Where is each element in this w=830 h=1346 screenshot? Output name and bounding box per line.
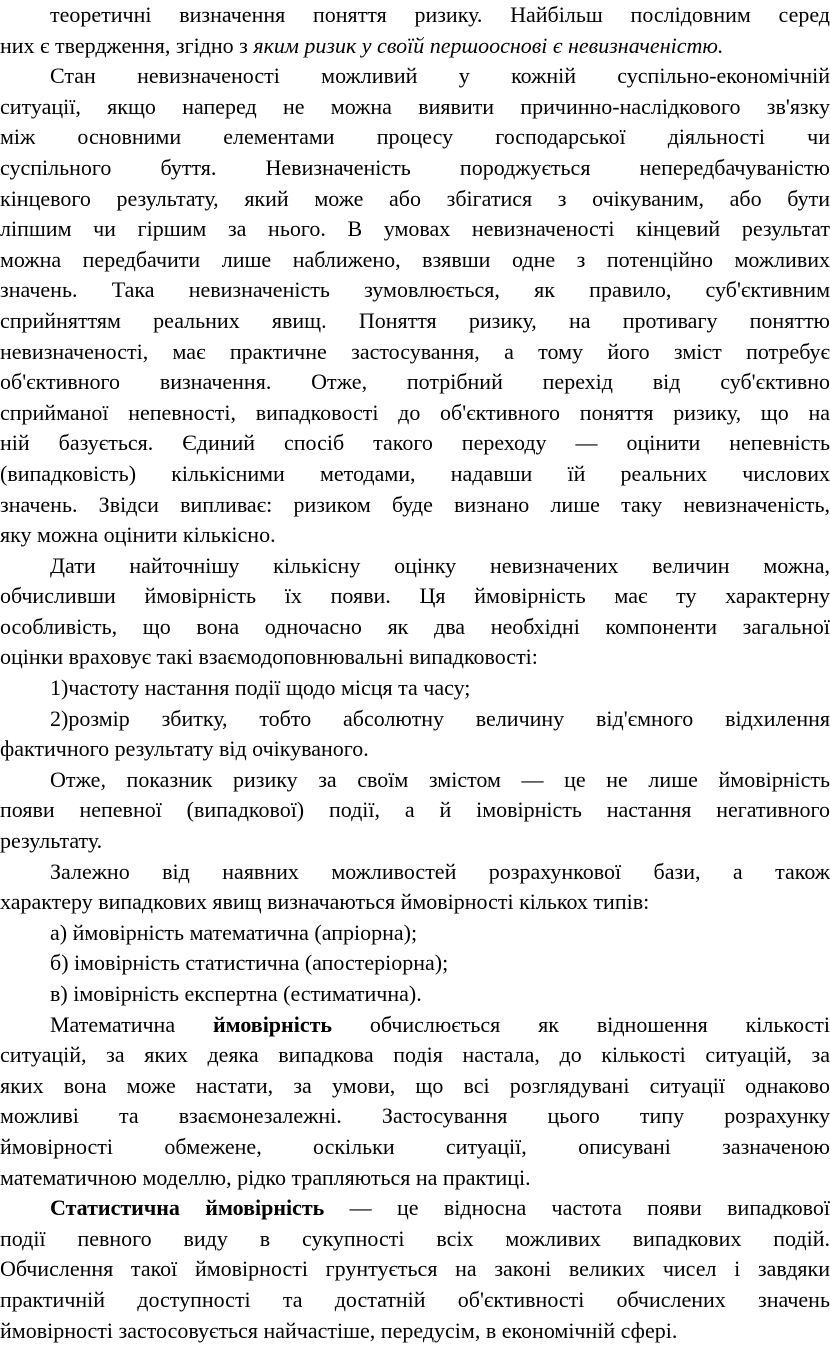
- text-line: [0, 1101, 830, 1132]
- text-line: [0, 459, 830, 490]
- text-line: [0, 551, 830, 582]
- text-span: між основними елементами процесу господарської діяльності чи: [0, 124, 830, 150]
- text-line: [0, 704, 830, 735]
- text-span: яку можна оцінити кількісно.: [0, 522, 276, 548]
- italic-phrase: яким ризик у своїй першооснові є невизначеністю.: [253, 32, 724, 58]
- text-span: Обчислення такої ймовірності грунтується на законі великих чисел і завдяки: [0, 1256, 830, 1282]
- text-span: можна передбачити лише наближено, взявши одне з потенційно можливих: [0, 246, 830, 272]
- text-span: Математична: [50, 1011, 213, 1037]
- text-span: — це відносна частота появи випадкової: [324, 1195, 830, 1221]
- text-span: яких вона може настати, за умови, що всі розглядувані ситуації однаково: [0, 1072, 830, 1098]
- text-line: [0, 428, 830, 459]
- text-line: [0, 1224, 830, 1255]
- text-line: [0, 337, 830, 368]
- text-span: ймовірності застосовується найчастіше, передусім, в економічній сфері.: [0, 1317, 678, 1343]
- text-line: [0, 275, 830, 306]
- text-span: події певного виду в сукупності всіх можливих випадкових подій.: [0, 1225, 830, 1251]
- text-span: ситуації, якщо наперед не можна виявити причинно-наслідкового зв'язку: [0, 93, 830, 119]
- bold-term: Статистична ймовірність: [50, 1195, 325, 1221]
- text-line: [0, 1010, 830, 1041]
- text-span: Стан невизначеності можливий у кожній суспільно-економічній: [50, 63, 830, 89]
- text-span: б) імовірність статистична (апостеріорна);: [50, 950, 449, 976]
- text-line: [0, 1163, 830, 1194]
- text-span: ліпшим чи гіршим за нього. В умовах невизначеності кінцевий результат: [0, 216, 830, 242]
- text-line: [0, 398, 830, 429]
- text-line: [0, 0, 830, 31]
- text-line: [0, 1193, 830, 1224]
- text-line: [0, 948, 830, 979]
- text-span: можливі та взаємонезалежні. Застосування цього типу розрахунку: [0, 1103, 830, 1129]
- text-span: математичною моделлю, рідко трапляються на практиці.: [0, 1164, 531, 1190]
- text-line: [0, 520, 830, 551]
- text-span: значень. Така невизначеність зумовлюється, як правило, суб'єктивним: [0, 277, 830, 303]
- text-span: кінцевого результату, який може або збігатися з очікуваним, або бути: [0, 185, 830, 211]
- text-line: [0, 1285, 830, 1316]
- text-span: об'єктивного визначення. Отже, потрібний перехід від суб'єктивно: [0, 369, 830, 395]
- text-line: [0, 61, 830, 92]
- text-span: них є твердження, згідно з: [0, 32, 254, 58]
- text-span: характеру випадкових явищ визначаються ймовірності кількох типів:: [0, 889, 650, 915]
- text-line: [0, 857, 830, 888]
- text-line: [0, 734, 830, 765]
- text-span: 1)частоту настання події щодо місця та часу;: [50, 675, 471, 701]
- text-line: [0, 673, 830, 704]
- text-line: [0, 245, 830, 276]
- text-line: [0, 979, 830, 1010]
- text-span: в) імовірність експертна (естиматична).: [50, 981, 422, 1006]
- text-line: [0, 1071, 830, 1102]
- text-line: [0, 490, 830, 521]
- text-span: сприйманої непевності, випадковості до об'єктивного поняття ризику, що на: [0, 399, 830, 425]
- text-span: а) ймовірність математична (апріорна);: [50, 919, 418, 945]
- text-line: [0, 581, 830, 612]
- text-span: результату.: [0, 828, 103, 854]
- text-line: [0, 1254, 830, 1285]
- text-line: [0, 826, 830, 857]
- text-span: практичній доступності та достатній об'єктивності обчислених значень: [0, 1286, 830, 1312]
- text-span: появи непевної (випадкової) події, а й імовірність настання негативного: [0, 797, 830, 823]
- text-span: ній базується. Єдиний спосіб такого переходу — оцінити непевність: [0, 430, 830, 456]
- text-line: [0, 887, 830, 918]
- text-line: [0, 795, 830, 826]
- text-span: особливість, що вона одночасно як два необхідні компоненти загальної: [0, 613, 830, 639]
- text-line: [0, 612, 830, 643]
- text-line: [0, 122, 830, 153]
- text-line: [0, 214, 830, 245]
- text-span: Залежно від наявних можливостей розрахункової бази, а також: [50, 858, 830, 884]
- text-line: [0, 153, 830, 184]
- text-line: [0, 367, 830, 398]
- text-span: обчисливши ймовірність їх появи. Ця ймовірність має ту характерну: [0, 583, 830, 609]
- text-span: суспільного буття. Невизначеність породжується непередбачуваністю: [0, 154, 830, 180]
- text-span: (випадковість) кількісними методами, надавши їй реальних числових: [0, 460, 830, 486]
- text-span: ймовірності обмежене, оскільки ситуації, описувані зазначеною: [0, 1133, 830, 1159]
- text-span: невизначеності, має практичне застосування, а тому його зміст потребує: [0, 338, 830, 364]
- bold-term: ймовірність: [212, 1011, 333, 1037]
- text-span: Отже, показник ризику за своїм змістом — це не лише ймовірність: [50, 766, 830, 792]
- text-line: [0, 92, 830, 123]
- text-span: ситуацій, за яких деяка випадкова подія настала, до кількості ситуацій, за: [0, 1042, 830, 1068]
- text-span: теоретичні визначення поняття ризику. Найбільш послідовним серед: [50, 2, 830, 27]
- text-line: [0, 918, 830, 949]
- text-line: [0, 642, 830, 673]
- text-line: [0, 1040, 830, 1071]
- text-span: значень. Звідси випливає: ризиком буде визнано лише таку невизначеність,: [0, 491, 830, 517]
- text-span: Дати найточнішу кількісну оцінку невизначених величин можна,: [50, 552, 830, 578]
- text-span: 2)розмір збитку, тобто абсолютну величину від'ємного відхилення: [50, 705, 830, 731]
- text-span: фактичного результату від очікуваного.: [0, 736, 369, 762]
- text-span: сприйняттям реальних явищ. Поняття ризику, на противагу поняттю: [0, 307, 830, 333]
- text-line: [0, 306, 830, 337]
- text-line: [0, 1132, 830, 1163]
- text-line: [0, 765, 830, 796]
- text-span: обчислюється як відношення кількості: [332, 1011, 830, 1037]
- text-line: [0, 31, 830, 62]
- text-line: [0, 184, 830, 215]
- text-span: оцінки враховує такі взаємодоповнювальні випадковості:: [0, 644, 538, 670]
- text-line: [0, 1316, 830, 1346]
